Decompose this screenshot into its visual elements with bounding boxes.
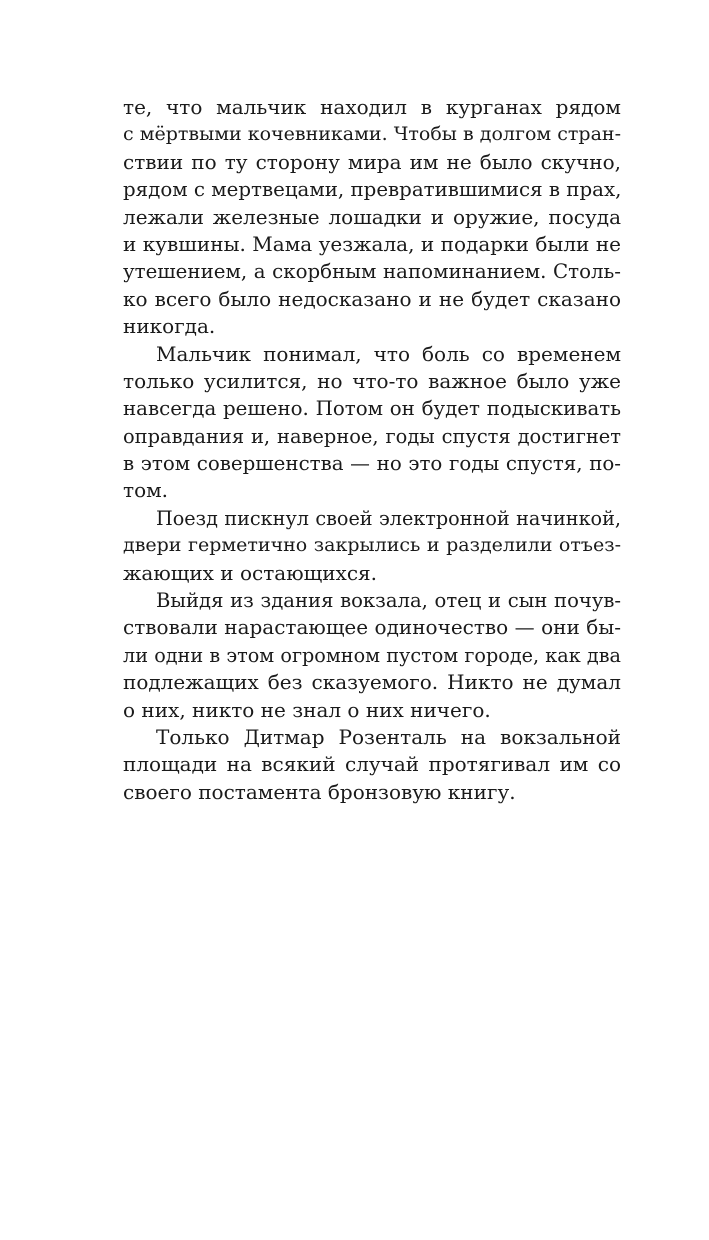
text-line: жающих и остающихся. [123,560,378,585]
text-line: те, что мальчик находил в курганах рядом [123,95,621,119]
text-line: площади на всякий случай протягивал им со [123,752,621,777]
text-line: с мёртвыми кочевниками. Чтобы в долгом стран- [123,123,621,146]
text-line: Выйдя из здания вокзала, отец и сын почув- [156,589,621,613]
text-line: ко всего было недосказано и не будет сказано [123,286,621,311]
text-line: лежали железные лошадки и оружие, посуда [123,204,621,229]
text-line: в этом совершенства — но это годы спустя, по- [123,452,621,476]
body-text [123,94,621,806]
text-line: рядом с мертвецами, превратившимися в прах, [123,178,621,202]
text-line: том. [123,478,169,503]
text-line: своего постамента бронзовую книгу. [123,779,516,804]
text-line: только усилится, но что-то важное было уже [123,368,621,393]
text-line: о них, никто не знал о них ничего. [123,697,491,722]
text-line: ли одни в этом огромном пустом городе, как два [123,643,621,667]
text-line: навсегда решено. Потом он будет подыскивать [123,397,621,421]
paragraph [123,724,621,806]
paragraph [123,587,621,724]
paragraph [123,341,621,505]
text-line: никогда. [123,314,216,339]
text-line: двери герметично закрылись и разделили отъез- [123,534,621,557]
text-line: Мальчик понимал, что боль со временем [156,341,621,366]
paragraph [123,505,621,587]
text-line: ствовали нарастающее одиночество — они бы- [123,615,621,640]
text-line: оправдания и, наверное, годы спустя достигнет [123,424,621,448]
text-line: подлежащих без сказуемого. Никто не думал [123,670,621,695]
text-line: утешением, а скорбным напоминанием. Столь- [123,260,621,284]
text-line: и кувшины. Мама уезжала, и подарки были не [123,231,621,256]
text-line: Только Дитмар Розенталь на вокзальной [156,724,621,749]
paragraph [123,94,621,341]
text-line: ствии по ту сторону мира им не было скучно, [123,149,621,174]
text-line: Поезд пискнул своей электронной начинкой, [156,506,621,530]
